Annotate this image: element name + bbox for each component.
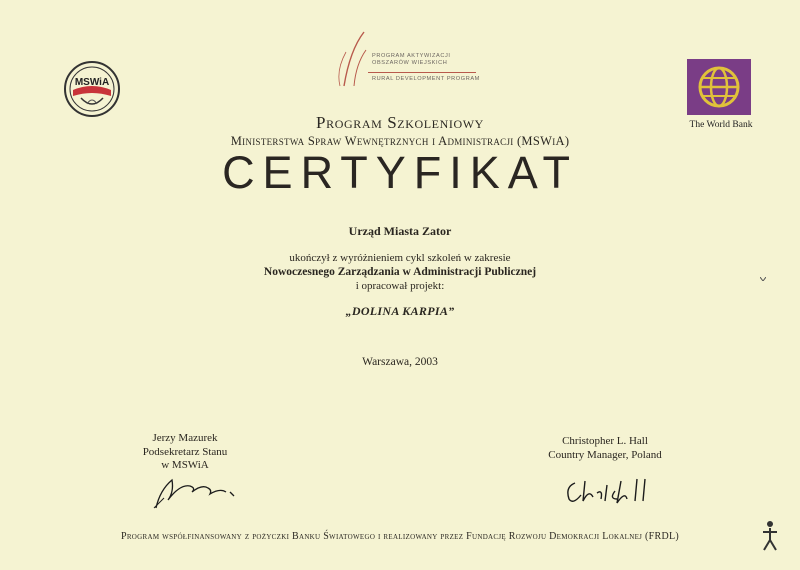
- edge-mark: [760, 268, 766, 272]
- rural-program-line2: OBSZARÓW WIEJSKICH: [372, 60, 448, 66]
- footer-note: Program współfinansowany z pożyczki Banku Światowego i realizowany przez Fundację Rozwoju Demokracji Lokalnej (FRDL): [120, 531, 680, 542]
- svg-text:MSWiA: MSWiA: [74, 77, 110, 88]
- body-line-2: Nowoczesnego Zarządzania w Administracji Publicznej: [263, 266, 537, 278]
- world-bank-globe-icon: [687, 59, 751, 115]
- mswia-emblem-icon: [63, 60, 121, 118]
- rural-program-line1: PROGRAM AKTYWIZACJI: [372, 53, 451, 59]
- frdl-logo-icon: [755, 512, 785, 552]
- rural-program-line3: RURAL DEVELOPMENT PROGRAM: [372, 76, 480, 82]
- ministry-line: Ministerstwa Spraw Wewnętrznych i Administracji (MSWiA): [230, 134, 570, 148]
- body-line-3: i opracował projekt:: [355, 280, 445, 292]
- signatory-left-role: Podsekretarz Stanu: [142, 445, 228, 458]
- program-title: Program Szkoleniowy: [316, 113, 484, 132]
- signatory-left-org: w MSWiA: [161, 459, 209, 471]
- certificate-title: CERTYFIKAT: [222, 147, 578, 198]
- recipient-name: Urząd Miasta Zator: [348, 224, 452, 238]
- signature-left-icon: [150, 470, 240, 510]
- project-name: „DOLINA KARPIA”: [345, 304, 455, 318]
- world-bank-label: The World Bank: [689, 120, 753, 130]
- signatory-left-name: Jerzy Mazurek: [152, 432, 218, 444]
- signatory-right: [530, 434, 680, 462]
- signatory-left: [110, 432, 260, 473]
- place-date: Warszawa, 2003: [362, 356, 438, 368]
- body-line-1: ukończył z wyróżnieniem cykl szkoleń w zakresie: [289, 252, 511, 264]
- signatory-right-role: Country Manager, Poland: [548, 449, 662, 461]
- signature-right-icon: [563, 475, 663, 507]
- rural-program-divider: [368, 72, 476, 73]
- signatory-right-name: Christopher L. Hall: [562, 435, 648, 447]
